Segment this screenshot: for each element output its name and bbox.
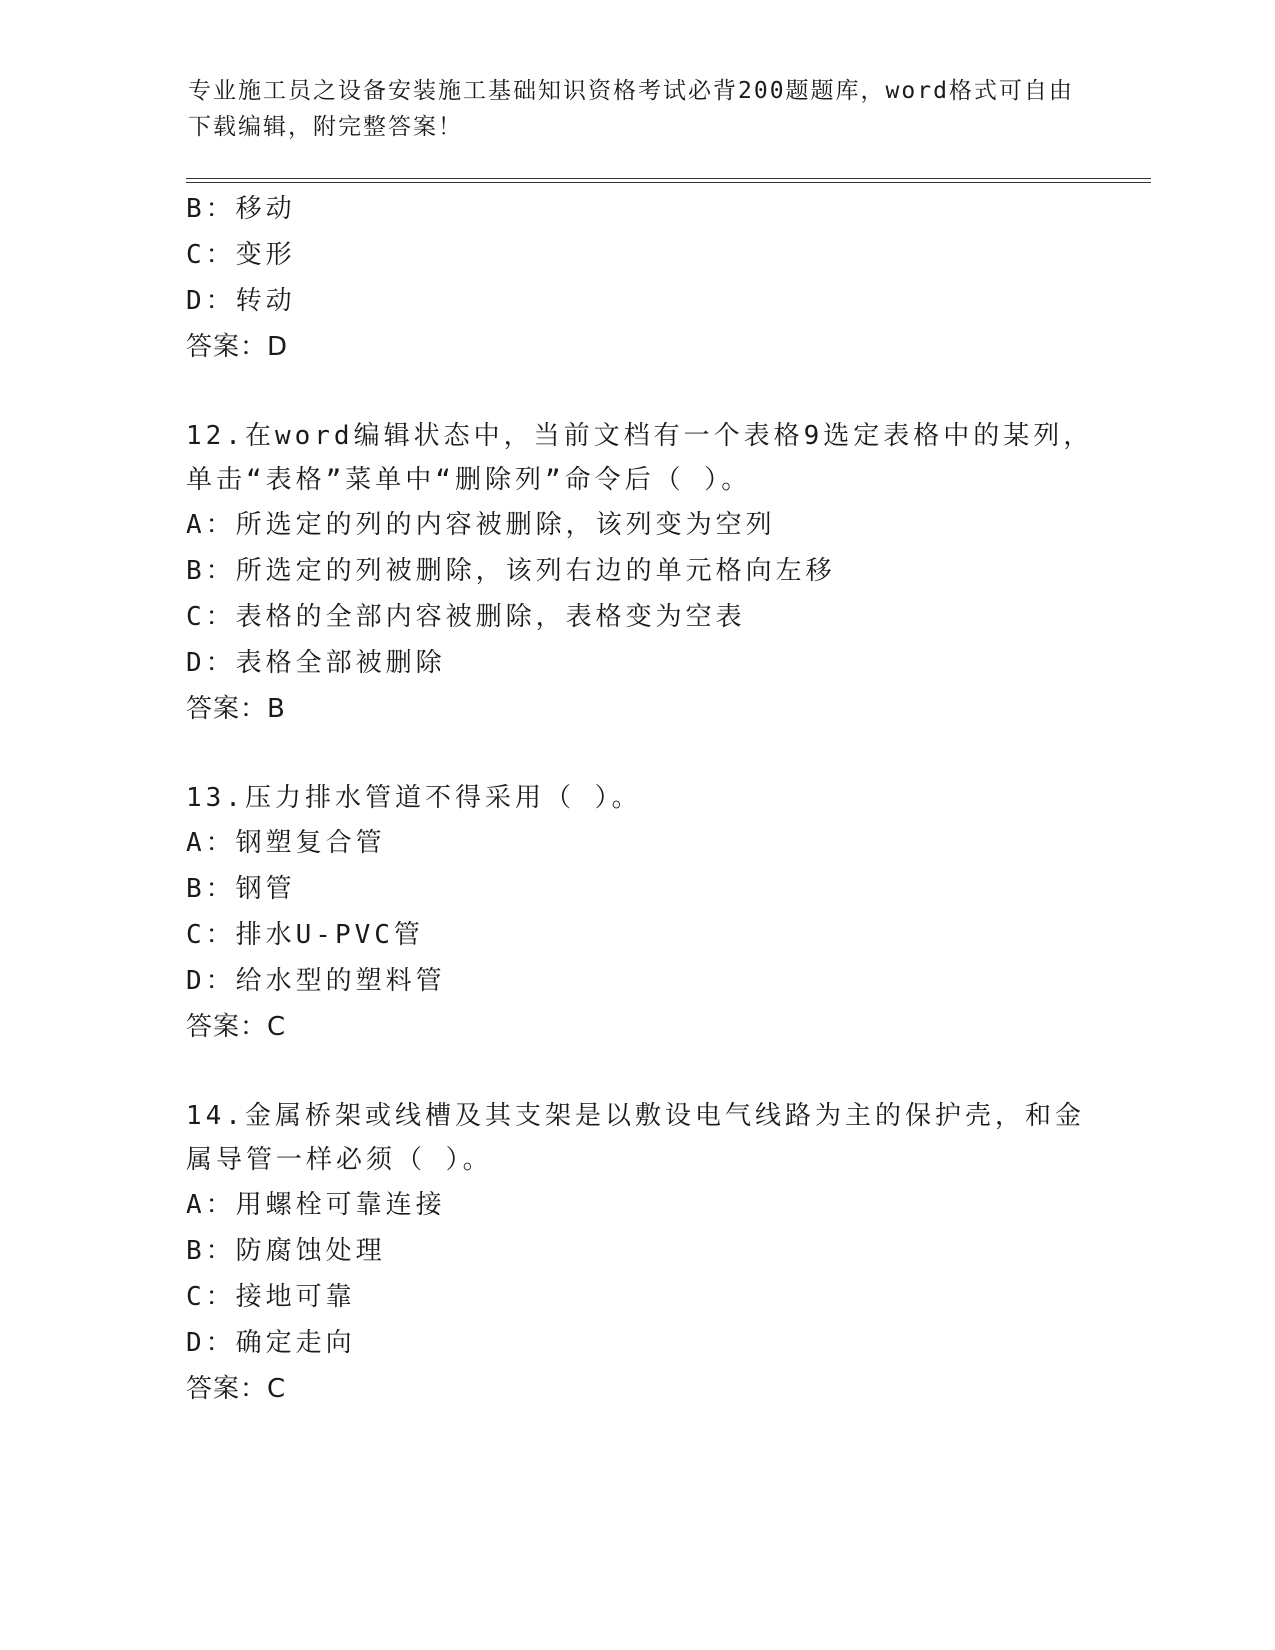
- header-divider-secondary: [186, 182, 1151, 183]
- answer-line: 答案：C: [186, 1012, 287, 1042]
- question-list: [186, 186, 1106, 1412]
- option-a: A：钢塑复合管: [186, 828, 386, 858]
- option-c: C：接地可靠: [186, 1282, 356, 1312]
- question-text: 13.压力排水管道不得采用（ ）。: [186, 783, 642, 813]
- option-b: B：移动: [186, 194, 296, 224]
- question-text: 14.金属桥架或线槽及其支架是以敷设电气线路为主的保护壳，和金属导管一样必须（ ）。: [186, 1101, 1085, 1175]
- option-a: A：所选定的列的内容被删除，该列变为空列: [186, 510, 776, 540]
- question-block-12: [186, 414, 1106, 732]
- answer-line: 答案：D: [186, 332, 289, 362]
- option-c: C：表格的全部内容被删除，表格变为空表: [186, 602, 746, 632]
- question-block-14: [186, 1094, 1106, 1412]
- option-c: C：变形: [186, 240, 296, 270]
- option-a: A：用螺栓可靠连接: [186, 1190, 446, 1220]
- question-text: 12.在word编辑状态中，当前文档有一个表格9选定表格中的某列，单击“表格”菜单中“删除列”命令后（ ）。: [186, 421, 1094, 495]
- question-block-13: [186, 776, 1106, 1050]
- question-block-11: [186, 186, 1106, 370]
- document-header: 专业施工员之设备安装施工基础知识资格考试必背200题题库，word格式可自由下载编辑，附完整答案！: [188, 78, 1074, 140]
- option-d: D：转动: [186, 286, 296, 316]
- header-divider: [186, 178, 1151, 179]
- option-d: D：表格全部被删除: [186, 648, 446, 678]
- option-d: D：确定走向: [186, 1328, 356, 1358]
- option-c: C：排水U-PVC管: [186, 920, 424, 950]
- option-b: B：所选定的列被删除，该列右边的单元格向左移: [186, 556, 836, 586]
- option-b: B：钢管: [186, 874, 296, 904]
- answer-line: 答案：B: [186, 694, 286, 724]
- option-b: B：防腐蚀处理: [186, 1236, 386, 1266]
- answer-line: 答案：C: [186, 1374, 287, 1404]
- option-d: D：给水型的塑料管: [186, 966, 446, 996]
